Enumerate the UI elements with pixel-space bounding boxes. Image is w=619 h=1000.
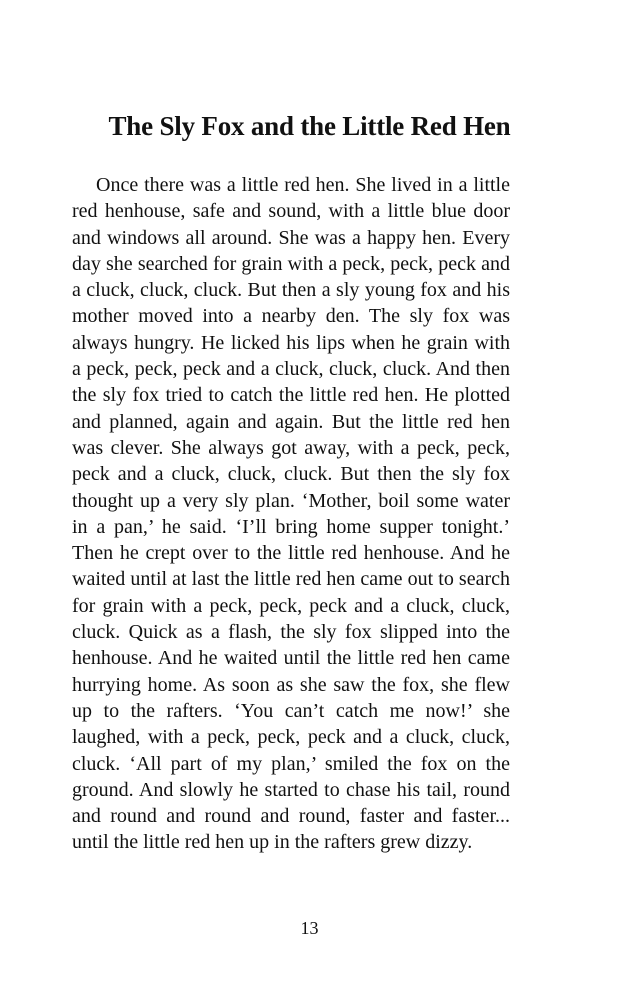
story-body-paragraph: Once there was a little red hen. She lived in a little red henhouse, safe and sound, with a little blue door and windows all around. She was a happy hen. Every day she searched for grain with a peck, peck, peck and a cluck, cluck, cluck. But then a sly young fox and his mother moved into a nearby den. The sly fox was always hungry. He licked his lips when he grain with a peck, peck, peck and a cluck, cluck, cluck. And then the sly fox tried to catch the little red hen. He plotted and planned, again and again. But the little red hen was clever. She always got away, with a peck, peck, peck and a cluck, cluck, cluck. But then the sly fox thought up a very sly plan. ‘Mother, boil some water in a pan,’ he said. ‘I’ll bring home supper tonight.’ Then he crept over to the little red henhouse. And he waited until at last the little red hen came out to search for grain with a peck, peck, peck and a cluck, cluck, cluck. Quick as a flash, the sly fox slipped into the henhouse. And he waited until the little red hen came hurrying home. As soon as she saw the fox, she flew up to the rafters. ‘You can’t catch me now!’ she laughed, with a peck, peck, peck and a cluck, cluck, cluck. ‘All part of my plan,’ smiled the fox on the ground. And slowly he started to chase his tail, round and round and round and round, faster and faster... until the little red hen up in the rafters grew dizzy.: [72, 174, 510, 854]
page-number: 13: [300, 918, 319, 938]
story-title: The Sly Fox and the Little Red Hen: [108, 111, 511, 141]
